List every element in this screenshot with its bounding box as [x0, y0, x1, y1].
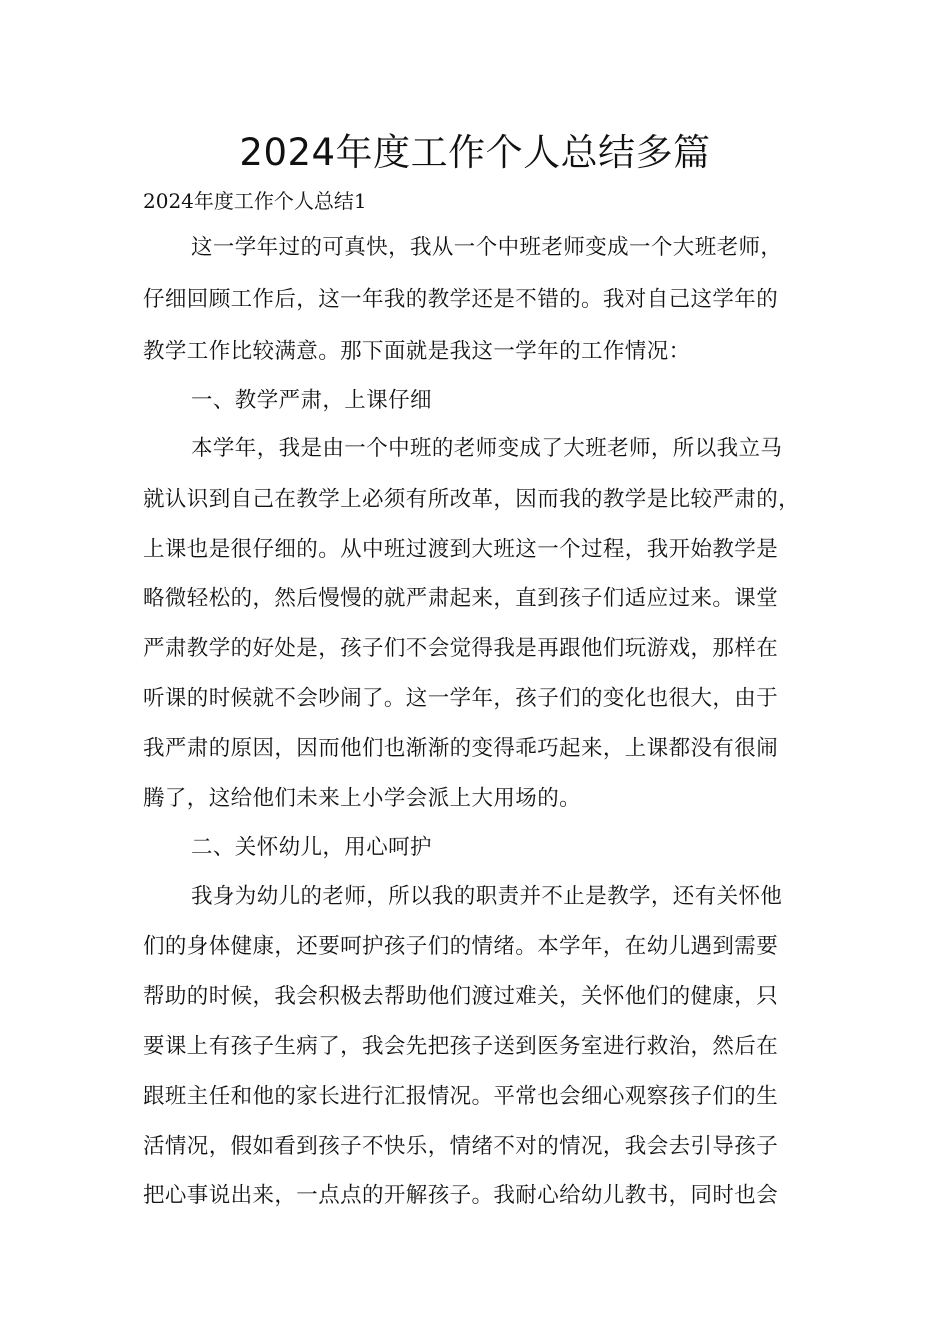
section-heading: 一、教学严肃，上课仔细: [191, 388, 432, 413]
paragraph-line: 帮助的时候，我会积极去帮助他们渡过难关，关怀他们的健康，只: [143, 984, 779, 1009]
paragraph-line: 腾了，这给他们未来上小学会派上大用场的。: [143, 786, 582, 811]
paragraph-line: 们的身体健康，还要呵护孩子们的情绪。本学年，在幼儿遇到需要: [143, 934, 779, 959]
paragraph-line: 就认识到自己在教学上必须有所改革，因而我的教学是比较严肃的，: [143, 487, 801, 512]
paragraph-line: 严肃教学的好处是，孩子们不会觉得我是再跟他们玩游戏，那样在: [143, 636, 779, 661]
paragraph-line: 跟班主任和他的家长进行汇报情况。平常也会细心观察孩子们的生: [143, 1084, 779, 1109]
paragraph-line: 略微轻松的，然后慢慢的就严肃起来，直到孩子们适应过来。课堂: [143, 586, 779, 611]
document-title: 2024年度工作个人总结多篇: [239, 131, 711, 174]
paragraph-line: 这一学年过的可真快，我从一个中班老师变成一个大班老师，: [191, 235, 783, 260]
paragraph-line: 把心事说出来，一点点的开解孩子。我耐心给幼儿教书，同时也会: [143, 1183, 779, 1208]
paragraph-line: 听课的时候就不会吵闹了。这一学年，孩子们的变化也很大，由于: [143, 686, 779, 711]
section-subtitle: 2024年度工作个人总结1: [143, 189, 367, 213]
paragraph-line: 要课上有孩子生病了，我会先把孩子送到医务室进行救治，然后在: [143, 1034, 779, 1059]
paragraph-line: 我严肃的原因，因而他们也渐渐的变得乖巧起来，上课都没有很闹: [143, 736, 779, 761]
paragraph-line: 仔细回顾工作后，这一年我的教学还是不错的。我对自己这学年的: [143, 287, 779, 312]
paragraph-line: 上课也是很仔细的。从中班过渡到大班这一个过程，我开始教学是: [143, 537, 779, 562]
paragraph-line: 我身为幼儿的老师，所以我的职责并不止是教学，还有关怀他: [191, 884, 783, 909]
paragraph-line: 活情况，假如看到孩子不快乐，情绪不对的情况，我会去引导孩子: [143, 1134, 779, 1159]
paragraph-line: 本学年，我是由一个中班的老师变成了大班老师，所以我立马: [191, 436, 783, 461]
section-heading: 二、关怀幼儿，用心呵护: [191, 835, 432, 860]
paragraph-line: 教学工作比较满意。那下面就是我这一学年的工作情况：: [143, 339, 691, 364]
